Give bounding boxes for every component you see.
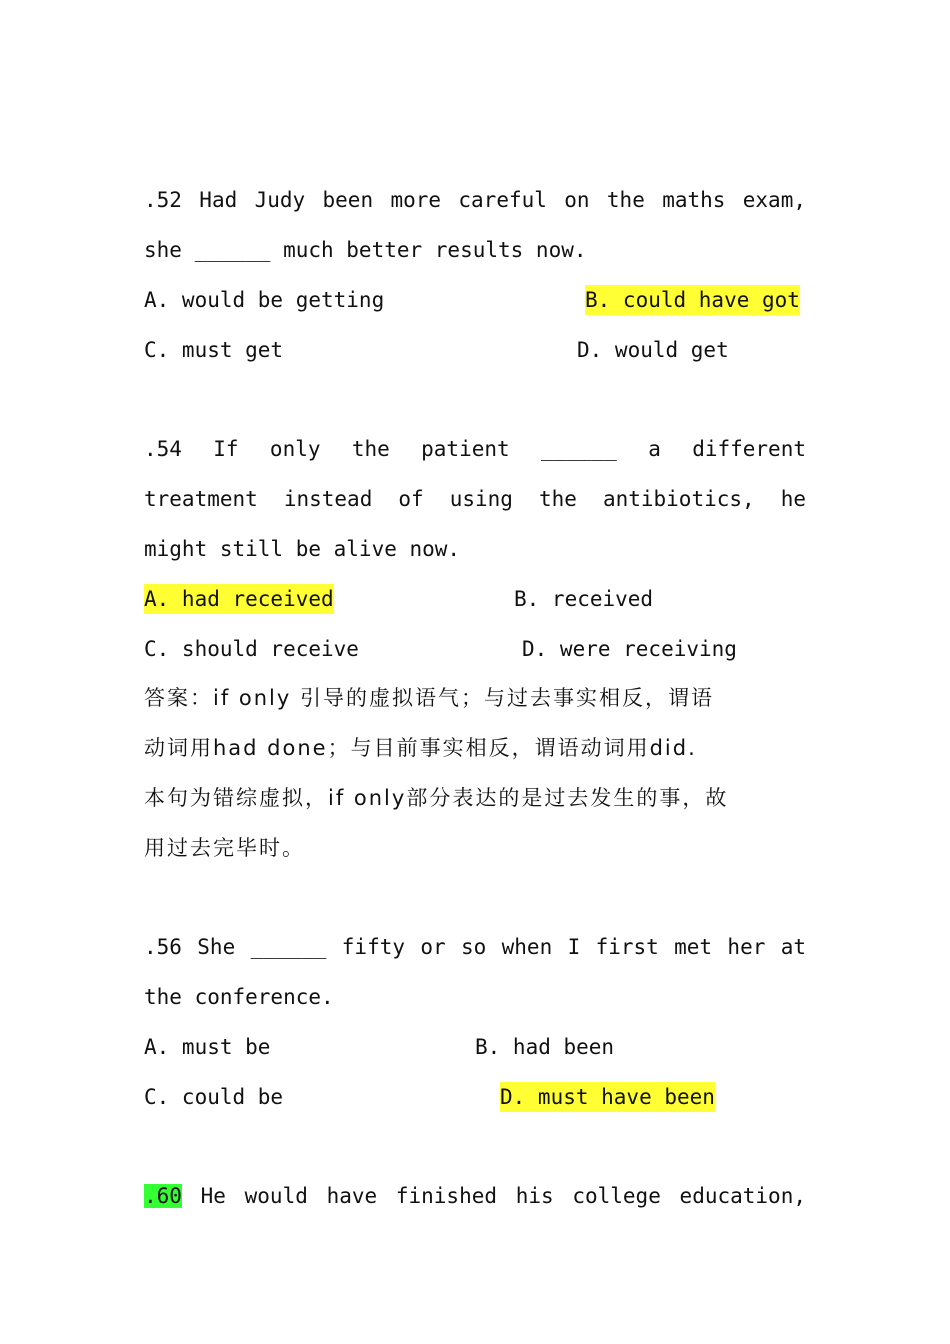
- question-54-option-a-answer: A. had received: [144, 584, 334, 614]
- question-56-option-c: C. could be: [144, 1085, 284, 1109]
- question-54-explanation-2: 动词用had done；与目前事实相反，谓语动词用did.: [144, 736, 697, 760]
- question-56-line-2: the conference.: [144, 985, 334, 1009]
- question-56-option-d-answer: D. must have been: [500, 1082, 715, 1112]
- question-56-option-b: B. had been: [475, 1035, 615, 1059]
- question-52-line-2: she ______ much better results now.: [144, 238, 587, 262]
- question-54-line-1: [144, 434, 806, 464]
- question-54-option-c: C. should receive: [144, 637, 359, 661]
- question-54-line-3: might still be alive now.: [144, 537, 461, 561]
- question-54-explanation-1: 答案：if only 引导的虚拟语气；与过去事实相反，谓语: [144, 686, 714, 710]
- question-54-explanation-3: 本句为错综虚拟，if only部分表达的是过去发生的事，故: [144, 786, 729, 810]
- question-54-option-b: B. received: [514, 587, 654, 611]
- question-60-stem-1: He would have finished his college education,: [181, 1184, 806, 1208]
- question-52-option-a: A. would be getting: [144, 288, 385, 312]
- question-54-number: .54: [144, 437, 182, 461]
- question-56-number: .56: [144, 935, 182, 959]
- question-52-number: .52: [144, 188, 182, 212]
- question-60-number: .60: [144, 1184, 182, 1208]
- question-52-line-1: [144, 185, 806, 215]
- question-52-stem-1: Had Judy been more careful on the maths exam,: [181, 188, 806, 212]
- question-52-option-b-answer: B. could have got: [585, 285, 800, 315]
- question-56-line-1: [144, 932, 806, 962]
- question-54-option-d: D. were receiving: [522, 637, 737, 661]
- question-54-explanation-4: 用过去完毕时。: [144, 836, 305, 860]
- question-60-line-1: [144, 1181, 806, 1211]
- question-56-stem-1: She ______ fifty or so when I first met her at: [181, 935, 806, 959]
- question-54-stem-1: If only the patient ______ a different: [181, 437, 806, 461]
- question-56-option-a: A. must be: [144, 1035, 271, 1059]
- question-54-line-2: treatment instead of using the antibiotics, he: [144, 487, 806, 511]
- question-52-option-d: D. would get: [577, 338, 729, 362]
- question-52-option-c: C. must get: [144, 338, 284, 362]
